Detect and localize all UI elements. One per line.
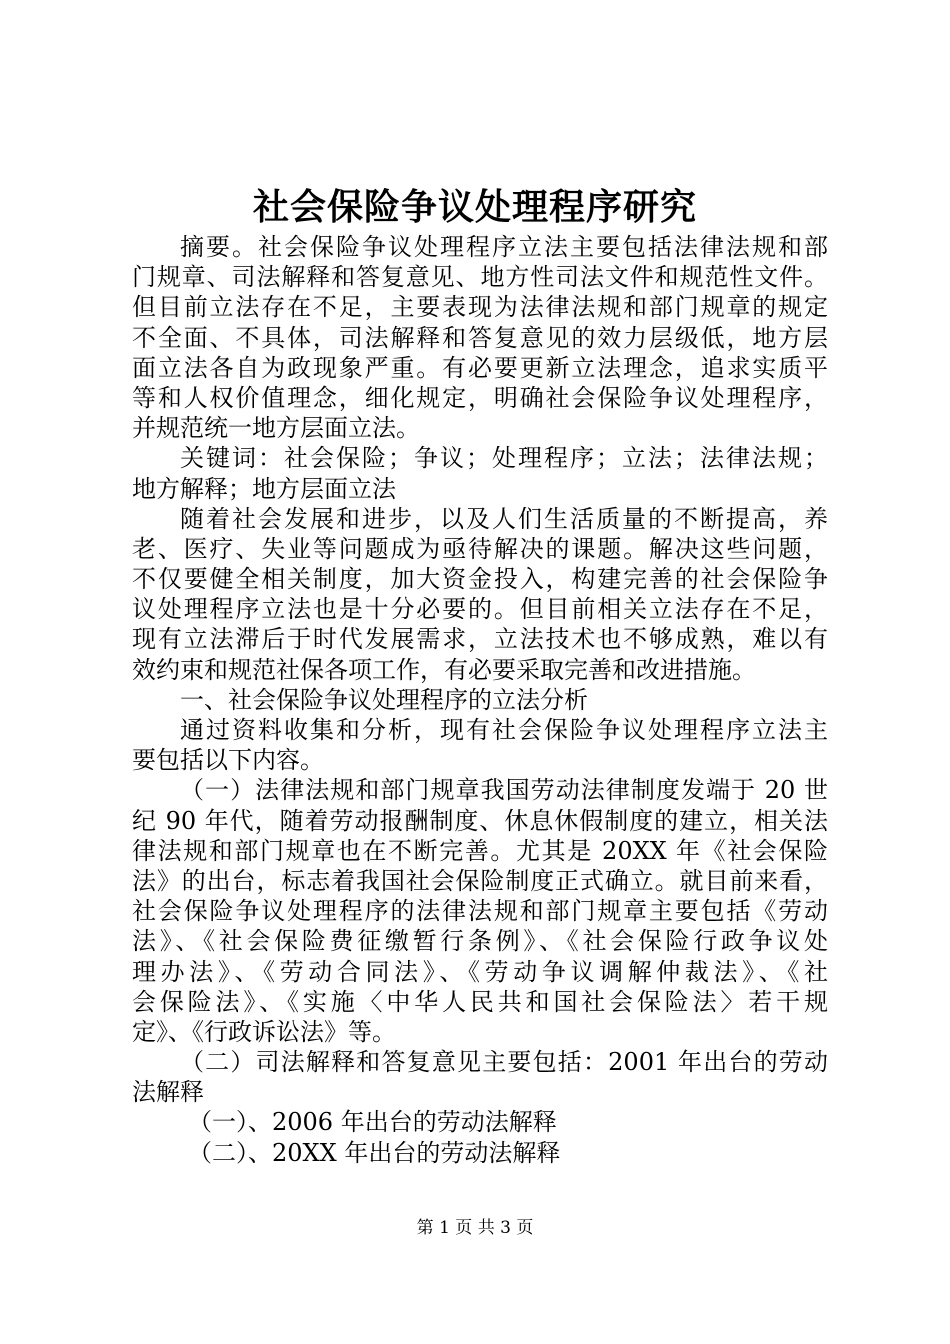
text-line: 通过资料收集和分析，现有社会保险争议处理程序立法主: [180, 716, 828, 744]
text-line: 但目前立法存在不足，主要表现为法律法规和部门规章的规定: [132, 293, 828, 322]
text-line: 面立法各自为政现象严重。有必要更新立法理念，追求实质平: [132, 353, 828, 382]
text-line: 地方解释；地方层面立法: [132, 474, 396, 503]
text-line: 法解释: [132, 1078, 204, 1107]
section-heading: 一、社会保险争议处理程序的立法分析: [180, 685, 588, 714]
page-footer: 第 1 页 共 3 页: [416, 1218, 534, 1238]
text-line: 议处理程序立法也是十分必要的。但目前相关立法存在不足，: [132, 595, 828, 624]
text-line: 纪 90 年代，随着劳动报酬制度、休息休假制度的建立，相关法: [132, 806, 828, 835]
list-item: （一）、2006 年出台的劳动法解释: [188, 1108, 557, 1137]
text-line: 定》、《行政诉讼法》等。: [132, 1017, 396, 1046]
text-line: 效约束和规范社保各项工作，有必要采取完善和改进措施。: [132, 655, 756, 684]
text-line: 理办法》、《劳动合同法》、《劳动争议调解仲裁法》、《社: [132, 957, 828, 986]
text-line: 不全面、不具体，司法解释和答复意见的效力层级低，地方层: [132, 323, 828, 352]
text-line: 不仅要健全相关制度，加大资金投入，构建完善的社会保险争: [132, 565, 828, 594]
text-line: 随着社会发展和进步，以及人们生活质量的不断提高，养: [180, 504, 828, 533]
document-title: 社会保险争议处理程序研究: [252, 187, 697, 228]
text-line: 摘要。社会保险争议处理程序立法主要包括法律法规和部: [180, 233, 828, 261]
text-line: 要包括以下内容。: [132, 746, 324, 775]
text-line: 法》的出台，标志着我国社会保险制度正式确立。就目前来看，: [132, 866, 828, 895]
document-body: [132, 232, 828, 1168]
text-line: 门规章、司法解释和答复意见、地方性司法文件和规范性文件。: [132, 263, 828, 292]
text-line: 会保险法》、《实施〈中华人民共和国社会保险法〉若干规: [132, 987, 828, 1016]
text-line: 并规范统一地方层面立法。: [132, 414, 420, 443]
text-line: 律法规和部门规章也在不断完善。尤其是 20XX 年《社会保险: [132, 836, 828, 865]
text-line: 关键词：社会保险；争议；处理程序；立法；法律法规；: [180, 444, 828, 473]
text-line: 社会保险争议处理程序的法律法规和部门规章主要包括《劳动: [132, 897, 828, 926]
text-line: （一）法律法规和部门规章我国劳动法律制度发端于 20 世: [180, 776, 828, 805]
list-item: （二）、20XX 年出台的劳动法解释: [188, 1138, 561, 1167]
text-line: （二）司法解释和答复意见主要包括：2001 年出台的劳动: [180, 1048, 828, 1077]
text-line: 现有立法滞后于时代发展需求，立法技术也不够成熟，难以有: [132, 625, 828, 654]
text-line: 老、医疗、失业等问题成为亟待解决的课题。解决这些问题，: [132, 534, 828, 563]
text-line: 等和人权价值理念，细化规定，明确社会保险争议处理程序，: [132, 383, 828, 412]
text-line: 法》、《社会保险费征缴暂行条例》、《社会保险行政争议处: [132, 927, 828, 956]
